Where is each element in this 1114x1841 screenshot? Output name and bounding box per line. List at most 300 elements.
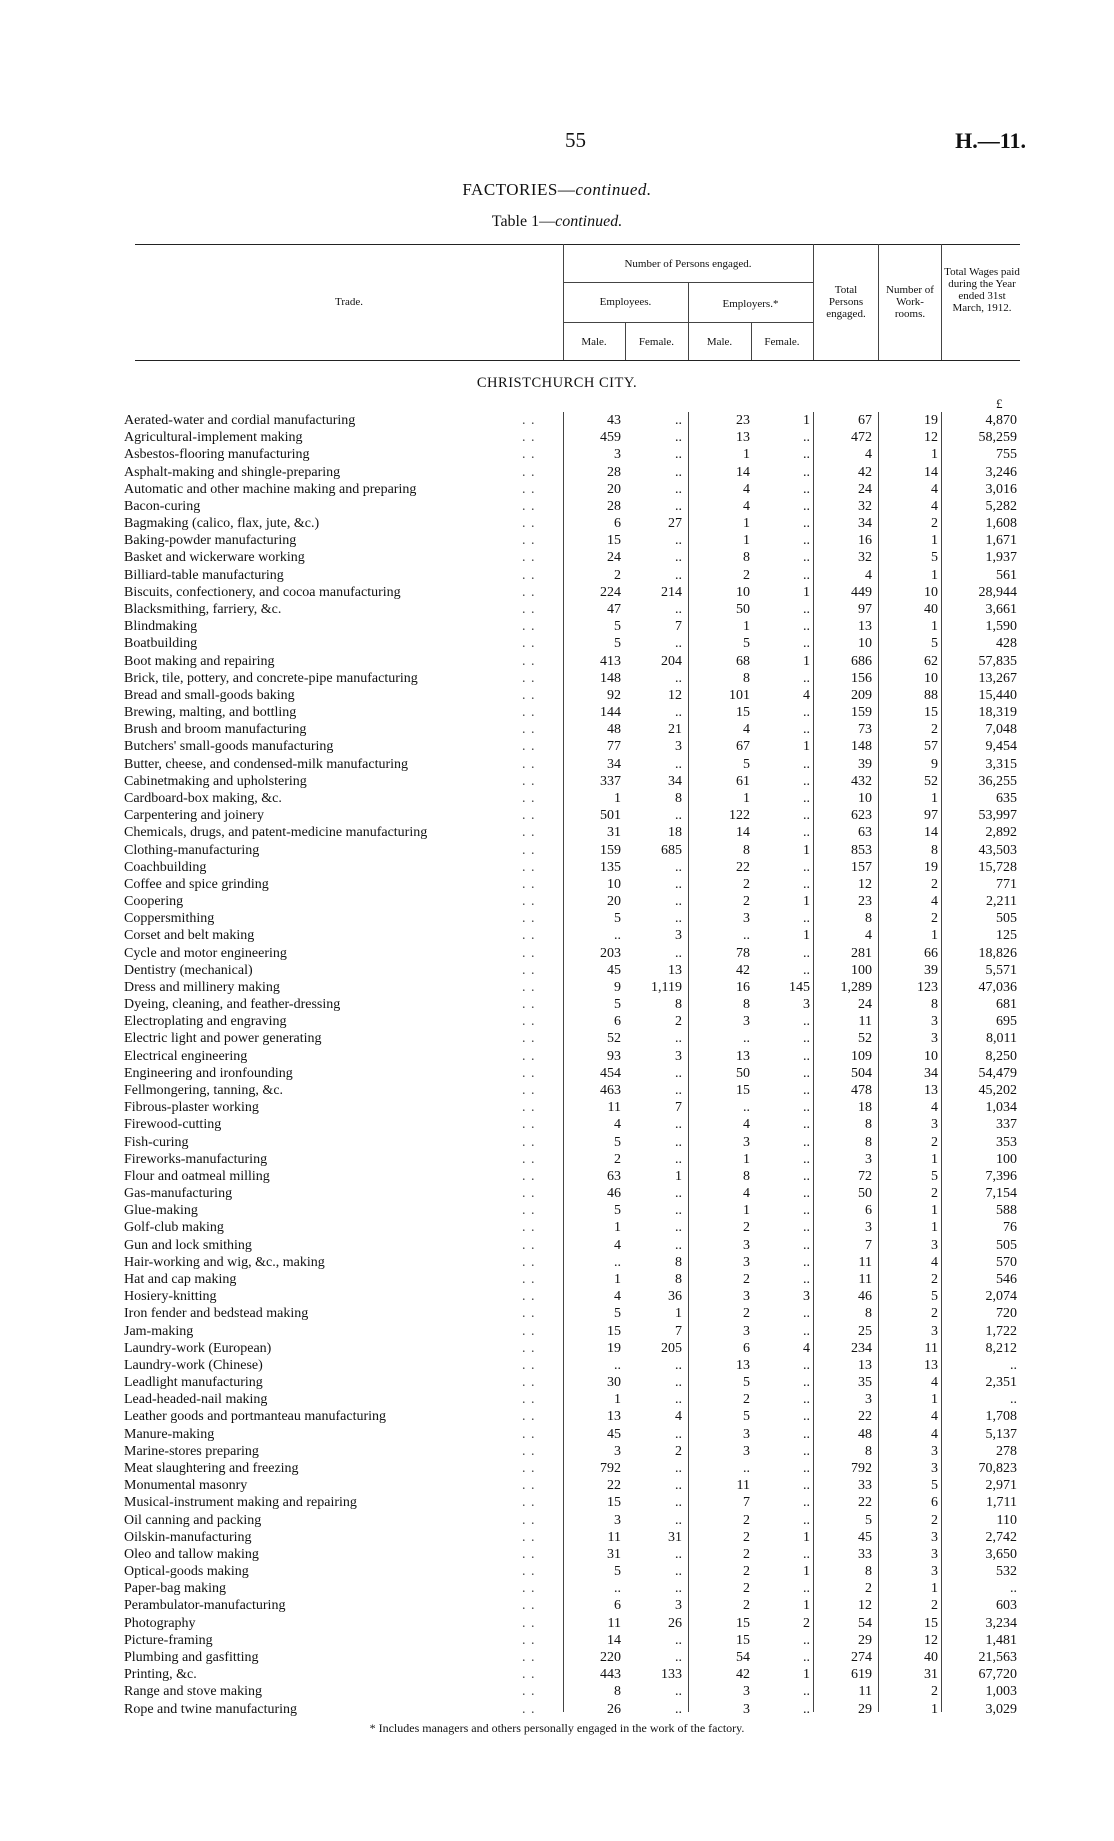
wages-cell: 720 — [996, 1306, 1017, 1322]
workrooms-cell: 31 — [924, 1667, 938, 1683]
emp-male-cell: 10 — [607, 876, 621, 892]
er-male-cell: 2 — [743, 1512, 750, 1528]
table-row — [0, 1219, 1114, 1236]
emp-female-cell: .. — [675, 876, 682, 892]
header-wages: Total Wages paid during the Year ended 31st March, 1912. — [944, 266, 1020, 314]
er-female-cell: .. — [803, 859, 810, 875]
emp-male-cell: 52 — [607, 1031, 621, 1047]
er-male-cell: 3 — [743, 1134, 750, 1150]
workrooms-cell: 3 — [931, 1564, 938, 1580]
er-male-cell: 13 — [736, 430, 750, 446]
total-persons-cell: 10 — [858, 790, 872, 806]
total-persons-cell: 50 — [858, 1186, 872, 1202]
emp-female-cell: .. — [675, 1203, 682, 1219]
emp-female-cell: .. — [675, 670, 682, 686]
table-row — [0, 1134, 1114, 1151]
er-female-cell: .. — [803, 533, 810, 549]
table-row — [0, 1563, 1114, 1580]
workrooms-cell: 5 — [931, 1289, 938, 1305]
er-female-cell: 1 — [803, 1667, 810, 1683]
er-female-cell: .. — [803, 1151, 810, 1167]
er-female-cell: .. — [803, 1083, 810, 1099]
emp-male-cell: 5 — [614, 1203, 621, 1219]
table-row — [0, 876, 1114, 893]
er-female-cell: .. — [803, 1684, 810, 1700]
wages-cell: 7,048 — [985, 722, 1017, 738]
workrooms-cell: 14 — [924, 464, 938, 480]
workrooms-cell: 4 — [931, 1426, 938, 1442]
leader-dots: . . — [522, 619, 536, 635]
workrooms-cell: 3 — [931, 1117, 938, 1133]
emp-male-cell: 2 — [614, 1151, 621, 1167]
workrooms-cell: 11 — [924, 1340, 938, 1356]
total-persons-cell: 13 — [858, 1357, 872, 1373]
emp-male-cell: 1 — [614, 1392, 621, 1408]
workrooms-cell: 13 — [924, 1357, 938, 1373]
trade-name: Firewood-cutting — [124, 1117, 222, 1133]
total-persons-cell: 52 — [858, 1031, 872, 1047]
emp-male-cell: 47 — [607, 601, 621, 617]
table-row — [0, 1151, 1114, 1168]
er-male-cell: 2 — [743, 1220, 750, 1236]
leader-dots: . . — [522, 1083, 536, 1099]
trade-name: Blacksmithing, farriery, &c. — [124, 601, 282, 617]
table-row — [0, 584, 1114, 601]
total-persons-cell: 48 — [858, 1426, 872, 1442]
emp-female-cell: .. — [675, 1065, 682, 1081]
total-persons-cell: 63 — [858, 825, 872, 841]
workrooms-cell: 1 — [931, 447, 938, 463]
trade-name: Gun and lock smithing — [124, 1237, 252, 1253]
table-row — [0, 1597, 1114, 1614]
table-row — [0, 807, 1114, 824]
table-row — [0, 996, 1114, 1013]
er-male-cell: 50 — [736, 1065, 750, 1081]
er-male-cell: 3 — [743, 911, 750, 927]
table-row — [0, 567, 1114, 584]
er-male-cell: 4 — [743, 1186, 750, 1202]
leader-dots: . . — [522, 584, 536, 600]
wages-cell: 13,267 — [978, 670, 1017, 686]
er-male-cell: 61 — [736, 773, 750, 789]
total-persons-cell: 3 — [865, 1392, 872, 1408]
table-row — [0, 962, 1114, 979]
emp-male-cell: 5 — [614, 1134, 621, 1150]
table-row — [0, 859, 1114, 876]
er-female-cell: .. — [803, 1512, 810, 1528]
total-persons-cell: 159 — [851, 705, 872, 721]
wages-cell: 125 — [996, 928, 1017, 944]
wages-cell: 47,036 — [978, 979, 1017, 995]
table-row — [0, 945, 1114, 962]
trade-name: Clothing-manufacturing — [124, 842, 260, 858]
trade-name: Boot making and repairing — [124, 653, 275, 669]
er-female-cell: .. — [803, 1254, 810, 1270]
workrooms-cell: 2 — [931, 876, 938, 892]
emp-female-cell: 7 — [675, 619, 682, 635]
wages-cell: 2,351 — [985, 1375, 1017, 1391]
workrooms-cell: 3 — [931, 1546, 938, 1562]
er-male-cell: 5 — [743, 756, 750, 772]
leader-dots: . . — [522, 1598, 536, 1614]
table-row — [0, 549, 1114, 566]
trade-name: Glue-making — [124, 1203, 198, 1219]
trade-name: Golf-club making — [124, 1220, 224, 1236]
workrooms-cell: 1 — [931, 1151, 938, 1167]
workrooms-cell: 13 — [924, 1083, 938, 1099]
trade-name: Marine-stores preparing — [124, 1443, 259, 1459]
trade-name: Oilskin-manufacturing — [124, 1529, 252, 1545]
emp-female-cell: 7 — [675, 1323, 682, 1339]
total-persons-cell: 432 — [851, 773, 872, 789]
table-row — [0, 893, 1114, 910]
total-persons-cell: 10 — [858, 636, 872, 652]
er-male-cell: 2 — [743, 894, 750, 910]
leader-dots: . . — [522, 1289, 536, 1305]
er-female-cell: .. — [803, 1649, 810, 1665]
total-persons-cell: 449 — [851, 584, 872, 600]
workrooms-cell: 2 — [931, 1512, 938, 1528]
table-row — [0, 618, 1114, 635]
er-male-cell: 8 — [743, 1168, 750, 1184]
table-row — [0, 704, 1114, 721]
er-female-cell: .. — [803, 1443, 810, 1459]
header-divider — [813, 244, 814, 360]
emp-male-cell: 5 — [614, 1306, 621, 1322]
trade-name: Paper-bag making — [124, 1581, 226, 1597]
leader-dots: . . — [522, 1203, 536, 1219]
er-female-cell: .. — [803, 756, 810, 772]
workrooms-cell: 3 — [931, 1460, 938, 1476]
er-female-cell: 1 — [803, 842, 810, 858]
emp-male-cell: 1 — [614, 1272, 621, 1287]
er-female-cell: .. — [803, 1168, 810, 1184]
er-female-cell: .. — [803, 1581, 810, 1597]
workrooms-cell: 12 — [924, 1632, 938, 1648]
emp-female-cell: .. — [675, 481, 682, 497]
er-female-cell: 1 — [803, 653, 810, 669]
emp-male-cell: 220 — [600, 1649, 621, 1665]
total-persons-cell: 3 — [865, 1220, 872, 1236]
leader-dots: . . — [522, 430, 536, 446]
leader-dots: . . — [522, 722, 536, 738]
emp-male-cell: 413 — [600, 653, 621, 669]
workrooms-cell: 2 — [931, 1272, 938, 1287]
er-female-cell: .. — [803, 790, 810, 806]
wages-cell: 21,563 — [978, 1649, 1017, 1665]
total-persons-cell: 22 — [858, 1495, 872, 1511]
trade-name: Baking-powder manufacturing — [124, 533, 297, 549]
total-persons-cell: 2 — [865, 1581, 872, 1597]
wages-cell: 1,708 — [985, 1409, 1017, 1425]
table-row — [0, 1477, 1114, 1494]
table-row — [0, 1254, 1114, 1271]
er-male-cell: 1 — [743, 533, 750, 549]
er-female-cell: 1 — [803, 739, 810, 755]
er-female-cell: .. — [803, 1323, 810, 1339]
table-row — [0, 824, 1114, 841]
er-male-cell: .. — [743, 1460, 750, 1476]
emp-female-cell: .. — [675, 1649, 682, 1665]
emp-female-cell: 18 — [668, 825, 682, 841]
workrooms-cell: 97 — [924, 808, 938, 824]
er-female-cell: .. — [803, 516, 810, 532]
total-persons-cell: 792 — [851, 1460, 872, 1476]
emp-male-cell: 28 — [607, 498, 621, 514]
total-persons-cell: 33 — [858, 1546, 872, 1562]
trade-name: Range and stove making — [124, 1684, 263, 1700]
er-female-cell: 1 — [803, 1564, 810, 1580]
page-number: 55 — [565, 128, 586, 152]
emp-male-cell: 203 — [600, 945, 621, 961]
header-group: Number of Persons engaged. — [624, 258, 752, 270]
header-employees: Employees. — [599, 296, 652, 308]
trade-name: Laundry-work (European) — [124, 1340, 272, 1356]
wages-cell: 1,608 — [985, 516, 1017, 532]
table-row — [0, 1048, 1114, 1065]
wages-cell: 67,720 — [978, 1667, 1017, 1683]
total-persons-cell: 157 — [851, 859, 872, 875]
workrooms-cell: 34 — [924, 1065, 938, 1081]
leader-dots: . . — [522, 808, 536, 824]
table-row — [0, 481, 1114, 498]
er-male-cell: 1 — [743, 619, 750, 635]
er-male-cell: 11 — [736, 1478, 750, 1494]
er-female-cell: .. — [803, 567, 810, 583]
er-female-cell: .. — [803, 1100, 810, 1116]
er-male-cell: 2 — [743, 1272, 750, 1287]
table-row — [0, 1202, 1114, 1219]
total-persons-cell: 12 — [858, 1598, 872, 1614]
wages-cell: 3,661 — [985, 601, 1017, 617]
header-employers: Employers.* — [722, 298, 779, 310]
total-persons-cell: 12 — [858, 876, 872, 892]
trade-name: Lead-headed-nail making — [124, 1392, 268, 1408]
total-persons-cell: 281 — [851, 945, 872, 961]
emp-female-cell: 31 — [668, 1529, 682, 1545]
leader-dots: . . — [522, 1512, 536, 1528]
er-female-cell: 1 — [803, 1529, 810, 1545]
emp-male-cell: 15 — [607, 1495, 621, 1511]
workrooms-cell: 40 — [924, 601, 938, 617]
emp-female-cell: .. — [675, 413, 682, 428]
er-female-cell: .. — [803, 601, 810, 617]
wages-cell: 603 — [996, 1598, 1017, 1614]
wages-cell: 2,211 — [986, 894, 1017, 910]
wages-cell: 570 — [996, 1254, 1017, 1270]
er-female-cell: .. — [803, 1031, 810, 1047]
leader-dots: . . — [522, 945, 536, 961]
total-persons-cell: 42 — [858, 464, 872, 480]
emp-male-cell: 501 — [600, 808, 621, 824]
emp-female-cell: 3 — [675, 739, 682, 755]
leader-dots: . . — [522, 1254, 536, 1270]
trade-name: Asbestos-flooring manufacturing — [124, 447, 310, 463]
wages-cell: 2,971 — [985, 1478, 1017, 1494]
wages-cell: 110 — [996, 1512, 1017, 1528]
table-row — [0, 1580, 1114, 1597]
emp-male-cell: 46 — [607, 1186, 621, 1202]
er-female-cell: .. — [803, 722, 810, 738]
leader-dots: . . — [522, 1409, 536, 1425]
er-male-cell: 54 — [736, 1649, 750, 1665]
total-persons-cell: 54 — [858, 1615, 872, 1631]
trade-name: Coffee and spice grinding — [124, 876, 269, 892]
er-female-cell: 3 — [803, 1289, 810, 1305]
er-female-cell: .. — [803, 1460, 810, 1476]
table-row — [0, 687, 1114, 704]
er-male-cell: 4 — [743, 1117, 750, 1133]
table-row — [0, 635, 1114, 652]
emp-female-cell: 21 — [668, 722, 682, 738]
er-female-cell: .. — [803, 1048, 810, 1064]
leader-dots: . . — [522, 464, 536, 480]
workrooms-cell: 1 — [931, 1701, 938, 1717]
table-row — [0, 412, 1114, 429]
emp-male-cell: 9 — [614, 979, 621, 995]
er-female-cell: 1 — [803, 584, 810, 600]
er-female-cell: 145 — [789, 979, 810, 995]
emp-female-cell: .. — [675, 1495, 682, 1511]
table-row — [0, 429, 1114, 446]
er-male-cell: 15 — [736, 1632, 750, 1648]
wages-cell: 2,074 — [985, 1289, 1017, 1305]
er-male-cell: 15 — [736, 705, 750, 721]
table-row — [0, 653, 1114, 670]
trade-name: Electroplating and engraving — [124, 1014, 287, 1030]
leader-dots: . . — [522, 1460, 536, 1476]
emp-female-cell: .. — [675, 1237, 682, 1253]
er-male-cell: 3 — [743, 1684, 750, 1700]
top-rule — [135, 244, 1020, 245]
total-persons-cell: 46 — [858, 1289, 872, 1305]
er-male-cell: 122 — [729, 808, 750, 824]
wages-cell: 3,016 — [985, 481, 1017, 497]
wages-cell: 755 — [996, 447, 1017, 463]
leader-dots: . . — [522, 790, 536, 806]
wages-cell: 100 — [996, 1151, 1017, 1167]
total-persons-cell: 109 — [851, 1048, 872, 1064]
er-male-cell: 7 — [743, 1495, 750, 1511]
total-persons-cell: 11 — [858, 1272, 872, 1287]
trade-name: Hosiery-knitting — [124, 1289, 217, 1305]
trade-name: Electric light and power generating — [124, 1031, 322, 1047]
wages-cell: .. — [1010, 1581, 1017, 1597]
trade-name: Oleo and tallow making — [124, 1546, 259, 1562]
workrooms-cell: 123 — [917, 979, 938, 995]
wages-cell: 8,212 — [985, 1340, 1017, 1356]
wages-cell: 428 — [996, 636, 1017, 652]
emp-female-cell: .. — [675, 1478, 682, 1494]
er-female-cell: .. — [803, 1134, 810, 1150]
er-female-cell: .. — [803, 1632, 810, 1648]
er-male-cell: 1 — [743, 790, 750, 806]
er-female-cell: .. — [803, 636, 810, 652]
emp-male-cell: 148 — [600, 670, 621, 686]
total-persons-cell: 6 — [865, 1203, 872, 1219]
er-male-cell: 8 — [743, 670, 750, 686]
leader-dots: . . — [522, 1426, 536, 1442]
emp-female-cell: .. — [675, 1357, 682, 1373]
total-persons-cell: 7 — [865, 1237, 872, 1253]
table-row — [0, 910, 1114, 927]
emp-male-cell: 454 — [600, 1065, 621, 1081]
emp-male-cell: 5 — [614, 911, 621, 927]
leader-dots: . . — [522, 1701, 536, 1717]
emp-male-cell: 6 — [614, 1598, 621, 1614]
er-female-cell: .. — [803, 1409, 810, 1425]
er-female-cell: .. — [803, 1357, 810, 1373]
wages-cell: .. — [1010, 1392, 1017, 1408]
leader-dots: . . — [522, 1495, 536, 1511]
emp-male-cell: 63 — [607, 1168, 621, 1184]
er-female-cell: .. — [803, 1220, 810, 1236]
trade-name: Leadlight manufacturing — [124, 1375, 263, 1391]
total-persons-cell: 8 — [865, 1443, 872, 1459]
emp-female-cell: 3 — [675, 1598, 682, 1614]
leader-dots: . . — [522, 911, 536, 927]
leader-dots: . . — [522, 1357, 536, 1373]
er-male-cell: 2 — [743, 876, 750, 892]
table-row — [0, 1099, 1114, 1116]
table-row — [0, 515, 1114, 532]
leader-dots: . . — [522, 1649, 536, 1665]
wages-cell: .. — [1010, 1357, 1017, 1373]
wages-cell: 18,319 — [978, 705, 1017, 721]
er-male-cell: .. — [743, 1100, 750, 1116]
emp-male-cell: 792 — [600, 1460, 621, 1476]
total-persons-cell: 97 — [858, 601, 872, 617]
workrooms-cell: 2 — [931, 1186, 938, 1202]
er-male-cell: .. — [743, 1031, 750, 1047]
wages-cell: 1,034 — [985, 1100, 1017, 1116]
er-male-cell: 5 — [743, 636, 750, 652]
leader-dots: . . — [522, 1632, 536, 1648]
emp-female-cell: .. — [675, 808, 682, 824]
wages-cell: 278 — [996, 1443, 1017, 1459]
leader-dots: . . — [522, 1048, 536, 1064]
table-row — [0, 927, 1114, 944]
total-persons-cell: 33 — [858, 1478, 872, 1494]
leader-dots: . . — [522, 1272, 536, 1287]
er-male-cell: 3 — [743, 1237, 750, 1253]
workrooms-cell: 40 — [924, 1649, 938, 1665]
wages-cell: 546 — [996, 1272, 1017, 1287]
wages-cell: 1,003 — [985, 1684, 1017, 1700]
trade-name: Boatbuilding — [124, 636, 198, 652]
emp-female-cell: .. — [675, 1426, 682, 1442]
emp-female-cell: .. — [675, 894, 682, 910]
section-heading: CHRISTCHURCH CITY. — [476, 375, 638, 391]
er-female-cell: 3 — [803, 997, 810, 1013]
workrooms-cell: 1 — [931, 567, 938, 583]
wages-cell: 505 — [996, 911, 1017, 927]
wages-cell: 337 — [996, 1117, 1017, 1133]
emp-female-cell: 2 — [675, 1014, 682, 1030]
er-male-cell: 2 — [743, 567, 750, 583]
er-male-cell: 4 — [743, 722, 750, 738]
header-divider — [878, 244, 879, 360]
table-row — [0, 1683, 1114, 1700]
trade-name: Oil canning and packing — [124, 1512, 262, 1528]
wages-cell: 635 — [996, 790, 1017, 806]
emp-male-cell: 11 — [607, 1529, 621, 1545]
workrooms-cell: 4 — [931, 1375, 938, 1391]
wages-cell: 5,571 — [985, 962, 1017, 978]
er-female-cell: .. — [803, 1478, 810, 1494]
leader-dots: . . — [522, 894, 536, 910]
er-female-cell: .. — [803, 1701, 810, 1717]
